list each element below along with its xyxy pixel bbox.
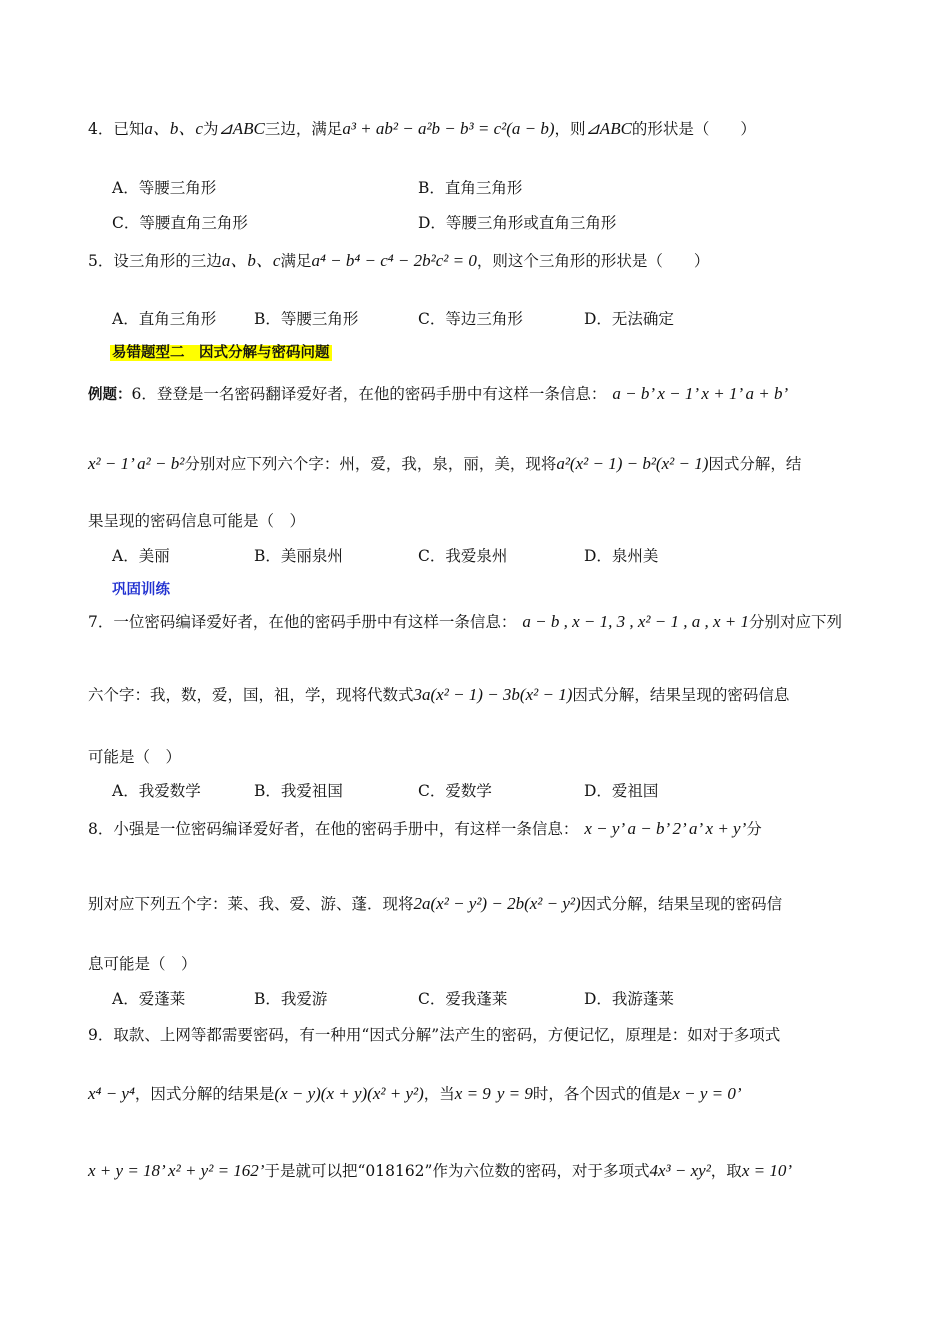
q9-line1: 9．取款、上网等都需要密码，有一种用“因式分解”法产生的密码，方便记忆，原理是：如对于多项式	[88, 1026, 781, 1044]
q6-option-d: D．泉州美	[584, 547, 659, 565]
q5-line1: 5．设三角形的三边a、b、c满足a⁴ − b⁴ − c⁴ − 2b²c² = 0，则这个三角形的形状是（ ）	[88, 251, 710, 270]
q7-line1: 7．一位密码编译爱好者，在他的密码手册中有这样一条信息： a − b , x − 1, 3 , x² − 1 , a , x + 1分别对应下列	[88, 612, 843, 631]
q4-option-a: A．等腰三角形	[112, 179, 217, 197]
q7-line3: 可能是（ ）	[88, 748, 182, 766]
q8-option-d: D．我游蓬莱	[584, 990, 674, 1008]
q4-option-b: B．直角三角形	[418, 179, 523, 197]
q7-option-b: B．我爱祖国	[254, 782, 343, 800]
q9-line2: x⁴ − y⁴，因式分解的结果是(x − y)(x + y)(x² + y²)，当x = 9 y = 9时，各个因式的值是x − y = 0’	[88, 1084, 742, 1103]
q5-option-a: A．直角三角形	[112, 310, 217, 328]
q5-option-b: B．等腰三角形	[254, 310, 359, 328]
q6-option-a: A．美丽	[112, 547, 170, 565]
q9-line3: x + y = 18’ x² + y² = 162’于是就可以把“018162”作为六位数的密码，对于多项式4x³ − xy²，取x = 10’	[88, 1161, 792, 1180]
q6-line2: x² − 1’ a² − b²分别对应下列六个字：州，爱，我，泉，丽，美，现将a²(x² − 1) − b²(x² − 1)因式分解，结	[88, 454, 802, 473]
q7-option-c: C．爱数学	[418, 782, 492, 800]
q5-option-c: C．等边三角形	[418, 310, 523, 328]
q5-option-d: D．无法确定	[584, 310, 674, 328]
q6-line3: 果呈现的密码信息可能是（ ）	[88, 512, 306, 530]
q4-line1: 4．已知a、b、c为⊿ABC三边，满足a³ + ab² − a²b − b³ = c²(a − b)，则⊿ABC的形状是（ ）	[88, 119, 756, 138]
q8-line2: 别对应下列五个字：莱、我、爱、游、蓬．现将2a(x² − y²) − 2b(x² − y²)因式分解，结果呈现的密码信	[88, 894, 783, 913]
q6-option-c: C．我爱泉州	[418, 547, 508, 565]
q8-option-a: A．爱蓬莱	[112, 990, 186, 1008]
q6-option-b: B．美丽泉州	[254, 547, 343, 565]
practice-heading: 巩固训练	[112, 582, 170, 598]
q8-line3: 息可能是（ ）	[88, 955, 197, 973]
q4-option-d: D．等腰三角形或直角三角形	[418, 214, 617, 232]
q4-option-c: C．等腰直角三角形	[112, 214, 248, 232]
q7-option-a: A．我爱数学	[112, 782, 201, 800]
q8-option-c: C．爱我蓬莱	[418, 990, 508, 1008]
q8-option-b: B．我爱游	[254, 990, 328, 1008]
q7-line2: 六个字：我，数，爱，国，祖，学，现将代数式3a(x² − 1) − 3b(x² − 1)因式分解，结果呈现的密码信息	[88, 685, 790, 704]
q6-line1: 例题：6．登登是一名密码翻译爱好者，在他的密码手册中有这样一条信息： a − b’ x − 1’ x + 1’ a + b’	[88, 384, 789, 403]
q8-line1: 8．小强是一位密码编译爱好者，在他的密码手册中，有这样一条信息： x − y’ a − b’ 2’ a’ x + y’分	[88, 819, 762, 838]
section-heading: 易错题型二 因式分解与密码问题	[112, 345, 330, 361]
q7-option-d: D．爱祖国	[584, 782, 659, 800]
